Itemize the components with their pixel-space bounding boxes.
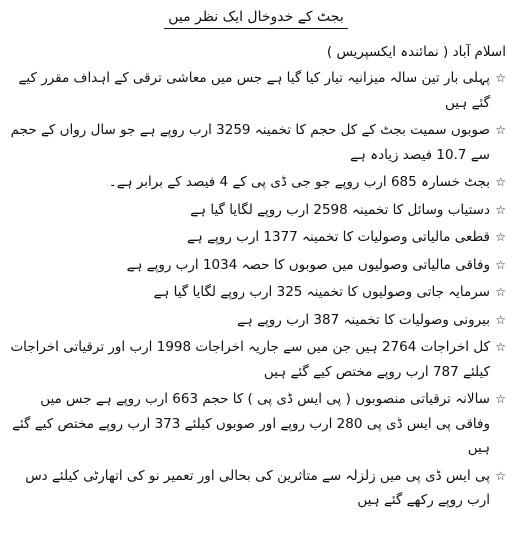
star-icon: ☆: [495, 257, 506, 272]
star-icon: ☆: [495, 285, 506, 299]
star-icon: ☆: [495, 230, 506, 244]
star-icon: ☆: [495, 392, 506, 406]
bullet-item: [6, 225, 506, 250]
bullet-text: کل اخراجات 2764 ہیں جن میں سے جاریہ اخراجات 1998 ارب اور ترقیاتی اخراجات کیلئے 787 ارب روپے مختص کیے گئے ہیں: [10, 339, 490, 380]
bullet-text: صوبوں سمیت بجٹ کے کل حجم کا تخمینہ 3259 ارب روپے ہے جو سال رواں کے حجم سے 10.7 فیصد زیادہ ہے: [10, 122, 490, 163]
title-wrap: [6, 0, 506, 32]
bullet-text: دستیاب وسائل کا تخمینہ 2598 ارب روپے لگایا گیا ہے: [190, 201, 490, 218]
bullet-text: وفاقی مالیاتی وصولیوں میں صوبوں کا حصہ 1034 ارب روپے ہے: [126, 256, 490, 273]
bullet-item: [6, 198, 506, 223]
star-icon: ☆: [495, 340, 506, 354]
bullet-item: [6, 118, 506, 167]
bullet-text: بیرونی وصولیات کا تخمینہ 387 ارب روپے ہے: [237, 311, 490, 328]
bullet-text: بجٹ خسارہ 685 ارب روپے جو جی ڈی پی کے 4 فیصد کے برابر ہے۔: [108, 174, 490, 190]
bullet-item: [6, 170, 506, 195]
star-icon: ☆: [495, 202, 506, 217]
bullet-item: [6, 308, 506, 333]
bullet-text: قطعی مالیاتی وصولیات کا تخمینہ 1377 ارب روپے ہے: [187, 229, 490, 245]
article-byline: اسلام آباد ( نمائندہ ایکسپریس ): [326, 44, 506, 60]
bullet-text: سالانہ ترقیاتی منصوبوں ( پی ایس ڈی پی ) کا حجم 663 ارب روپے ہے جس میں وفاقی پی ایس ڈی پی 280 ارب روپے اور صوبوں کیلئے 373 ارب روپے مختص کیے گئے ہیں: [12, 391, 490, 456]
bullet-text: سرمایہ جاتی وصولیوں کا تخمینہ 325 ارب روپے لگایا گیا ہے: [153, 284, 490, 300]
bullet-item: [6, 280, 506, 305]
star-icon: ☆: [495, 123, 506, 137]
bullet-text: پی ایس ڈی پی میں زلزلہ سے متاثرین کی بحالی اور تعمیر نو کی اتھارٹی کیلئے دس ارب روپے رکھے گئے ہیں: [25, 467, 490, 508]
bullet-item: [6, 335, 506, 384]
bullet-item: [6, 66, 506, 115]
bullet-text: پہلی بار تین سالہ میزانیہ تیار کیا گیا ہے جس میں معاشی ترقی کے اہداف مقرر کیے گئے ہیں: [18, 70, 490, 111]
bullet-list: [6, 66, 506, 513]
star-icon: ☆: [495, 175, 506, 189]
bullet-item: [6, 387, 506, 461]
bullet-item: [6, 253, 506, 278]
star-icon: ☆: [495, 468, 506, 483]
bullet-item: [6, 464, 506, 513]
star-icon: ☆: [495, 71, 506, 85]
article-title: بجٹ کے خدوخال ایک نظر میں: [164, 8, 347, 29]
star-icon: ☆: [495, 312, 506, 327]
